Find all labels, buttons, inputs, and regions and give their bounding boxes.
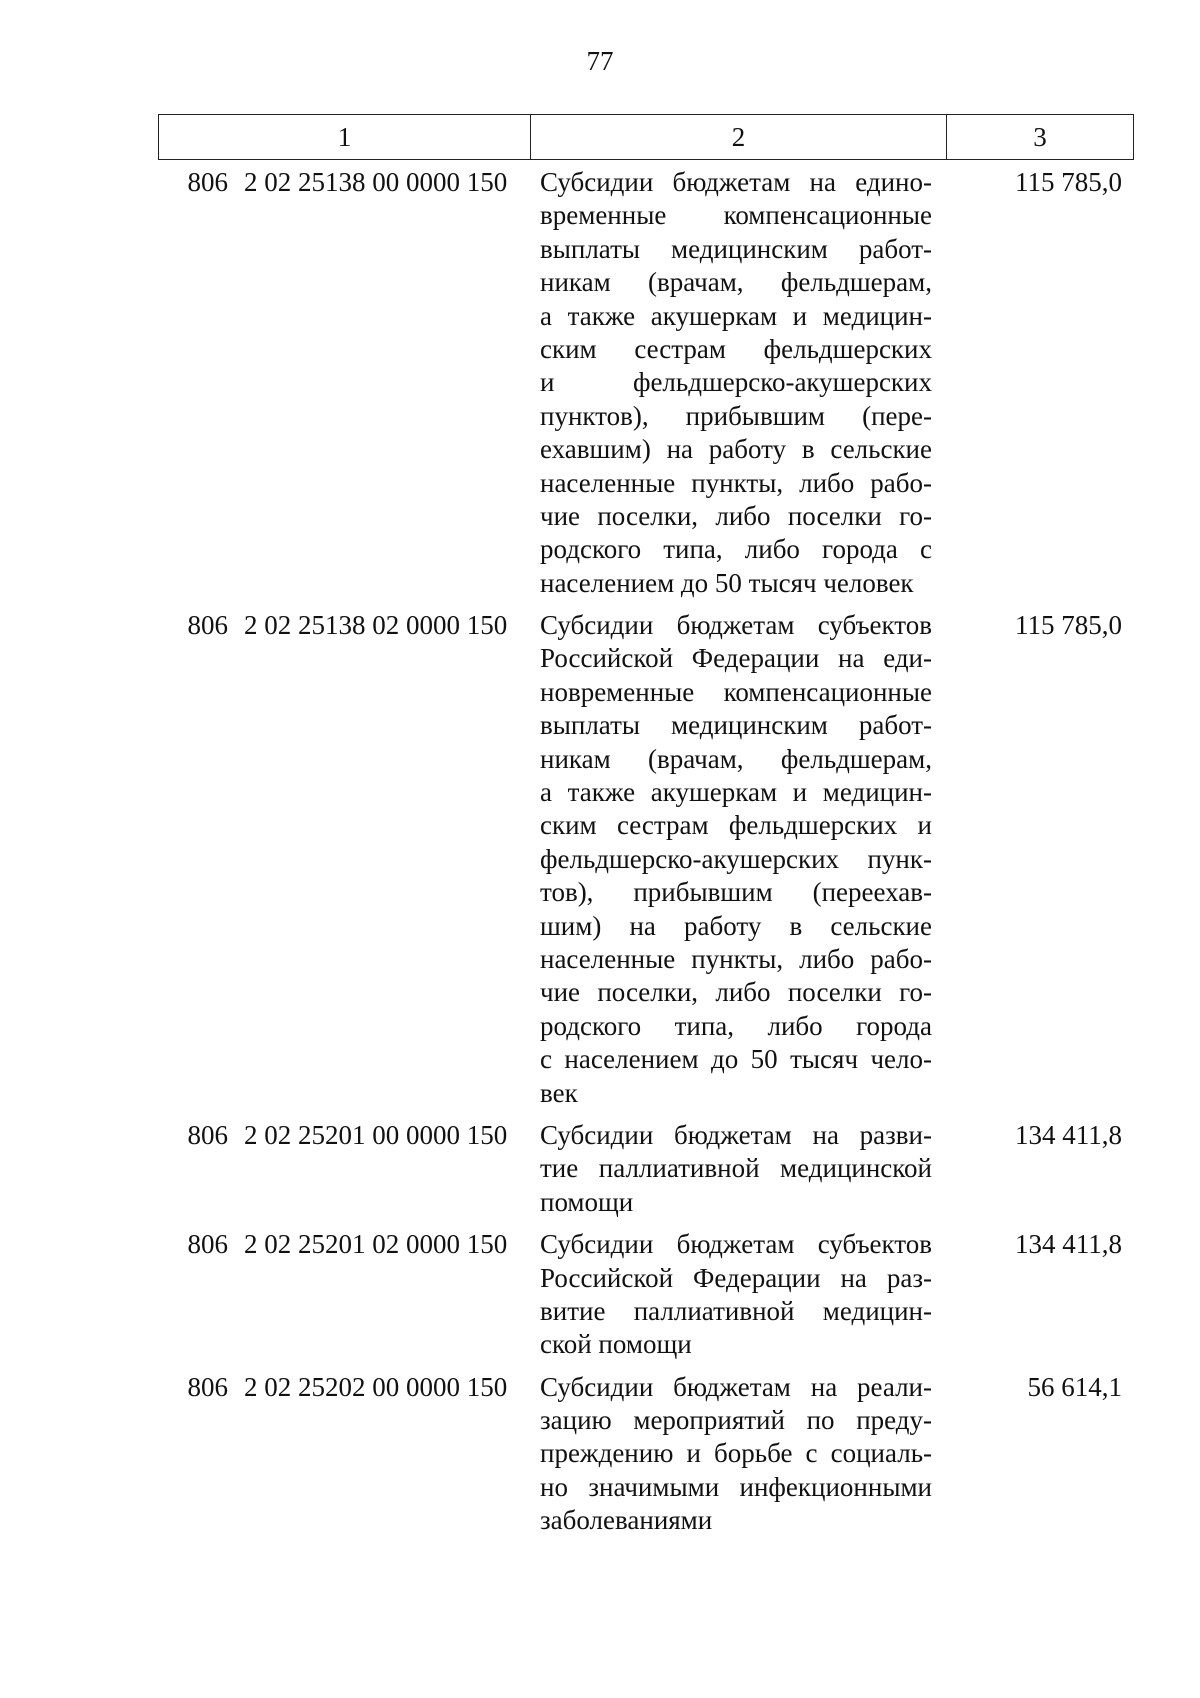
admin-code: 806 [187, 1229, 228, 1260]
description-line: Субсидии бюджетам субъектов [540, 610, 932, 641]
classification-code: 2 02 25202 00 0000 150 [244, 1371, 508, 1402]
admin-code: 806 [187, 167, 228, 197]
amount: 134 411,8 [1015, 1119, 1122, 1150]
table-row [0, 609, 1200, 1110]
amount: 56 614,1 [1027, 1371, 1122, 1402]
description-line: выплаты медицинским работ- [540, 710, 932, 741]
description [540, 166, 932, 600]
description-line: чие поселки, либо поселки го- [540, 500, 932, 531]
description-line: Российской Федерации на еди- [540, 643, 932, 674]
table-row [0, 1371, 1200, 1538]
page-number: 77 [586, 46, 614, 76]
description-line: населенные пункты, либо рабо- [540, 467, 932, 498]
classification-code: 2 02 25201 00 0000 150 [244, 1119, 508, 1150]
description-line: шим) на работу в сельские [540, 910, 932, 941]
admin-code: 806 [187, 1371, 228, 1402]
description-line: Субсидии бюджетам на реали- [540, 1371, 932, 1402]
description-line: помощи [540, 1186, 634, 1217]
description-line: ским сестрам фельдшерских [540, 333, 932, 364]
table-row [0, 1228, 1200, 1362]
description-line: ехавшим) на работу в сельские [540, 434, 932, 465]
description [540, 1371, 932, 1538]
admin-code: 806 [187, 610, 228, 641]
description-line: но значимыми инфекционными [540, 1471, 932, 1502]
description-line: с населением до 50 тысяч чело- [540, 1044, 932, 1075]
description-line: ским сестрам фельдшерских и [540, 810, 932, 841]
description [540, 1228, 932, 1362]
description [540, 609, 932, 1110]
table-row [0, 1119, 1200, 1219]
description-line: Субсидии бюджетам на разви- [540, 1119, 932, 1150]
description-line: а также акушеркам и медицин- [540, 777, 932, 808]
description-line: чие поселки, либо поселки го- [540, 977, 932, 1008]
description-line: век [540, 1077, 578, 1108]
description-line: родского типа, либо города [540, 1010, 932, 1041]
amount: 115 785,0 [1015, 610, 1122, 641]
admin-code: 806 [187, 1119, 228, 1150]
description-line: и фельдшерско-акушерских [540, 367, 932, 398]
table-body [0, 166, 1200, 1547]
description-line: витие паллиативной медицин- [540, 1295, 932, 1326]
description-line: новременные компенсационные [540, 676, 932, 707]
description-line: населенные пункты, либо рабо- [540, 943, 932, 974]
table-row [0, 166, 1200, 600]
description-line: преждению и борьбе с социаль- [540, 1438, 932, 1469]
description-line: населением до 50 тысяч человек [540, 567, 914, 598]
header-col-3: 3 [1033, 121, 1047, 152]
table-header [158, 114, 1134, 160]
description-line: родского типа, либо города с [540, 534, 932, 565]
description-line: никам (врачам, фельдшерам, [540, 267, 932, 298]
description-line: тов), прибывшим (переехав- [540, 877, 932, 908]
description-line: никам (врачам, фельдшерам, [540, 743, 932, 774]
description-line: временные компенсационные [540, 200, 932, 231]
description-line: фельдшерско-акушерских пунк- [540, 843, 932, 874]
description-line: пунктов), прибывшим (пере- [540, 400, 932, 431]
description [540, 1119, 932, 1219]
description-line: ской помощи [540, 1329, 692, 1360]
description-line: а также акушеркам и медицин- [540, 300, 932, 331]
header-col-2: 2 [531, 115, 947, 159]
classification-code: 2 02 25138 00 0000 150 [244, 167, 508, 197]
description-line: Российской Федерации на раз- [540, 1262, 932, 1293]
header-col-1: 1 [159, 115, 531, 159]
classification-code: 2 02 25138 02 0000 150 [244, 610, 508, 641]
description-line: зацию мероприятий по преду- [540, 1405, 932, 1436]
description-line: Субсидии бюджетам на едино- [540, 167, 932, 197]
description-line: тие паллиативной медицинской [540, 1153, 932, 1184]
classification-code: 2 02 25201 02 0000 150 [244, 1229, 508, 1260]
description-line: Субсидии бюджетам субъектов [540, 1229, 932, 1260]
description-line: заболеваниями [540, 1505, 713, 1536]
description-line: выплаты медицинским работ- [540, 233, 932, 264]
amount: 134 411,8 [1015, 1229, 1122, 1260]
amount: 115 785,0 [1015, 167, 1122, 197]
